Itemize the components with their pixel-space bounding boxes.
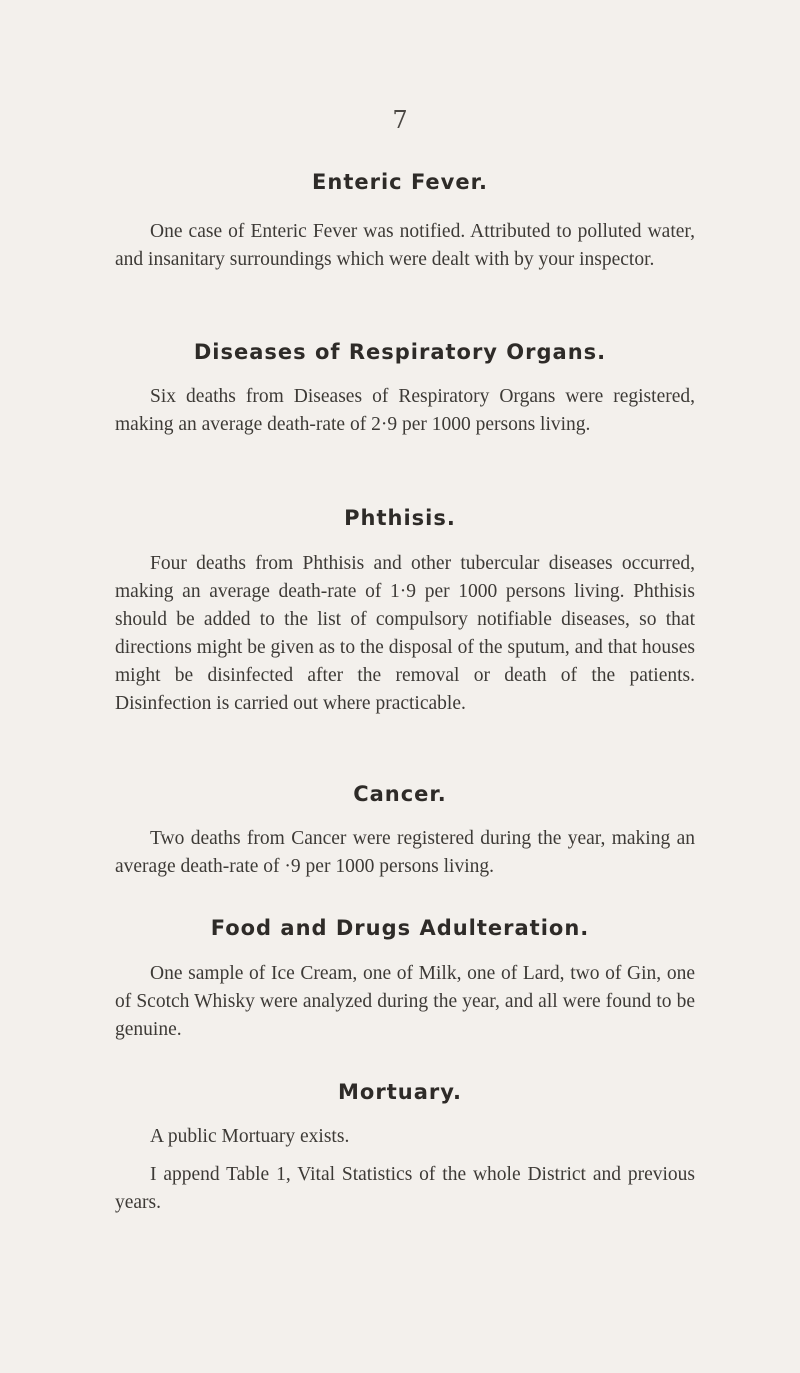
heading-enteric-fever: Enteric Fever. — [312, 170, 488, 194]
heading-respiratory-organs: Diseases of Respiratory Organs. — [193, 340, 607, 364]
page-number: 7 — [392, 106, 408, 134]
heading-phthisis: Phthisis. — [344, 506, 456, 530]
paragraph-enteric-fever: One case of Enteric Fever was notified. Attributed to polluted water, and insanitary surroundings which were dealt with by your inspector. — [115, 221, 695, 270]
heading-mortuary: Mortuary. — [338, 1080, 462, 1104]
paragraph-cancer: Two deaths from Cancer were registered during the year, making an average death-rate of ·9 per 1000 persons living. — [115, 828, 695, 877]
paragraph-respiratory-organs: Six deaths from Diseases of Respiratory Organs were registered, making an average death-rate of 2·9 per 1000 persons living. — [115, 386, 695, 435]
paragraph-mortuary-exists: A public Mortuary exists. — [150, 1126, 350, 1147]
paragraph-append-table: I append Table 1, Vital Statistics of the whole District and previous years. — [115, 1164, 695, 1213]
paragraph-phthisis: Four deaths from Phthisis and other tubercular diseases occurred, making an average death-rate of 1·9 per 1000 persons living. Phthisis should be added to the list of compulsory notifiable diseases, so that directions might be given as to the disposal of the sputum, and that houses might be disinfected after the removal or death of the patients. Disinfection is carried out where practicable. — [115, 553, 695, 714]
heading-food-drugs: Food and Drugs Adulteration. — [210, 916, 590, 940]
heading-cancer: Cancer. — [353, 782, 447, 806]
paragraph-food-drugs: One sample of Ice Cream, one of Milk, one of Lard, two of Gin, one of Scotch Whisky were analyzed during the year, and all were found to be genuine. — [115, 963, 695, 1040]
